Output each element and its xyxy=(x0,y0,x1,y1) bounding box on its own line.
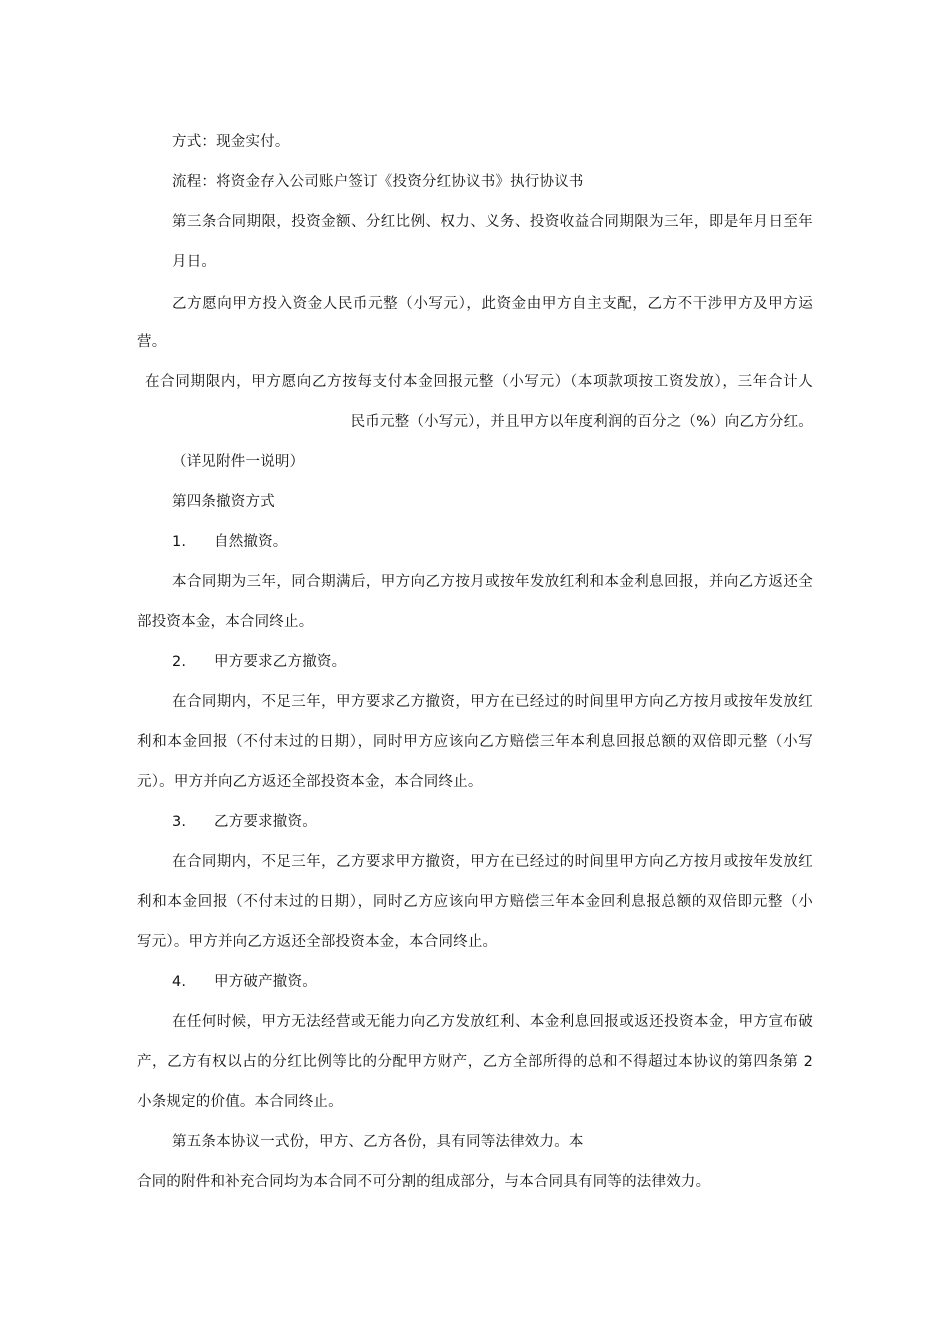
attachment-note: （详见附件一说明） xyxy=(172,454,305,470)
item-number: 4. xyxy=(172,974,187,990)
item-number: 3. xyxy=(172,814,187,830)
article-3-line-2: 月日。 xyxy=(172,254,217,270)
item-text: 甲方要求乙方撤资。 xyxy=(214,654,347,670)
item-number: 2. xyxy=(172,654,187,670)
article-5-line-2: 合同的附件和补充合同均为本合同不可分割的组成部分，与本合同具有同等的法律效力。 xyxy=(137,1174,711,1190)
item-text: 甲方破产撤资。 xyxy=(214,974,317,990)
numbered-item-3 xyxy=(172,812,317,832)
bankruptcy-line-1: 在任何时候，甲方无法经营或无能力向乙方发放红利、本金利息回报或返还投资本金，甲方宣布破 xyxy=(172,1014,813,1030)
payment-method-line: 方式：现金实付。 xyxy=(172,134,290,150)
item-text: 乙方要求撤资。 xyxy=(214,814,317,830)
numbered-item-4 xyxy=(172,972,317,992)
numbered-item-1 xyxy=(172,532,288,552)
party-a-request-line-3: 元）。甲方并向乙方返还全部投资本金，本合同终止。 xyxy=(137,774,483,790)
article-4-heading: 第四条撤资方式 xyxy=(172,494,275,510)
party-b-request-line-2: 利和本金回报（不付末过的日期），同时乙方应该向甲方赔偿三年本金回利息报总额的双倍即元整（小 xyxy=(137,894,813,910)
investment-paragraph-line-2: 营。 xyxy=(137,334,167,350)
numbered-item-2 xyxy=(172,652,346,672)
investment-paragraph-line-1: 乙方愿向甲方投入资金人民币元整（小写元），此资金由甲方自主支配，乙方不干涉甲方及甲方运 xyxy=(172,296,813,312)
article-5-line-1: 第五条本协议一式份，甲方、乙方各份，具有同等法律效力。本 xyxy=(172,1134,584,1150)
party-a-request-line-1: 在合同期内，不足三年，甲方要求乙方撤资，甲方在已经过的时间里甲方向乙方按月或按年发放红 xyxy=(172,694,813,710)
natural-withdrawal-line-1: 本合同期为三年，同合期满后，甲方向乙方按月或按年发放红利和本金利息回报，并向乙方返还全 xyxy=(172,574,813,590)
party-b-request-line-1: 在合同期内，不足三年，乙方要求甲方撤资，甲方在已经过的时间里甲方向乙方按月或按年发放红 xyxy=(172,854,813,870)
return-paragraph-line-2: 民币元整（小写元），并且甲方以年度利润的百分之（%）向乙方分红。 xyxy=(350,414,813,430)
item-text: 自然撤资。 xyxy=(214,534,288,550)
natural-withdrawal-line-2: 部投资本金，本合同终止。 xyxy=(137,614,314,630)
article-3-line-1: 第三条合同期限，投资金额、分红比例、权力、义务、投资收益合同期限为三年，即是年月日至年 xyxy=(172,214,813,230)
process-line: 流程：将资金存入公司账户签订《投资分红协议书》执行协议书 xyxy=(172,174,584,190)
return-paragraph-line-1: 在合同期限内，甲方愿向乙方按每支付本金回报元整（小写元）（本项款项按工资发放），三年合计人 xyxy=(145,374,813,390)
party-a-request-line-2: 利和本金回报（不付末过的日期），同时甲方应该向乙方赔偿三年本利息回报总额的双倍即元整（小写 xyxy=(137,734,813,750)
party-b-request-line-3: 写元）。甲方并向乙方返还全部投资本金，本合同终止。 xyxy=(137,934,498,950)
item-number: 1. xyxy=(172,534,187,550)
bankruptcy-line-3: 小条规定的价值。本合同终止。 xyxy=(137,1094,343,1110)
bankruptcy-line-2: 产，乙方有权以占的分红比例等比的分配甲方财产，乙方全部所得的总和不得超过本协议的第四条第 2 xyxy=(137,1054,813,1070)
